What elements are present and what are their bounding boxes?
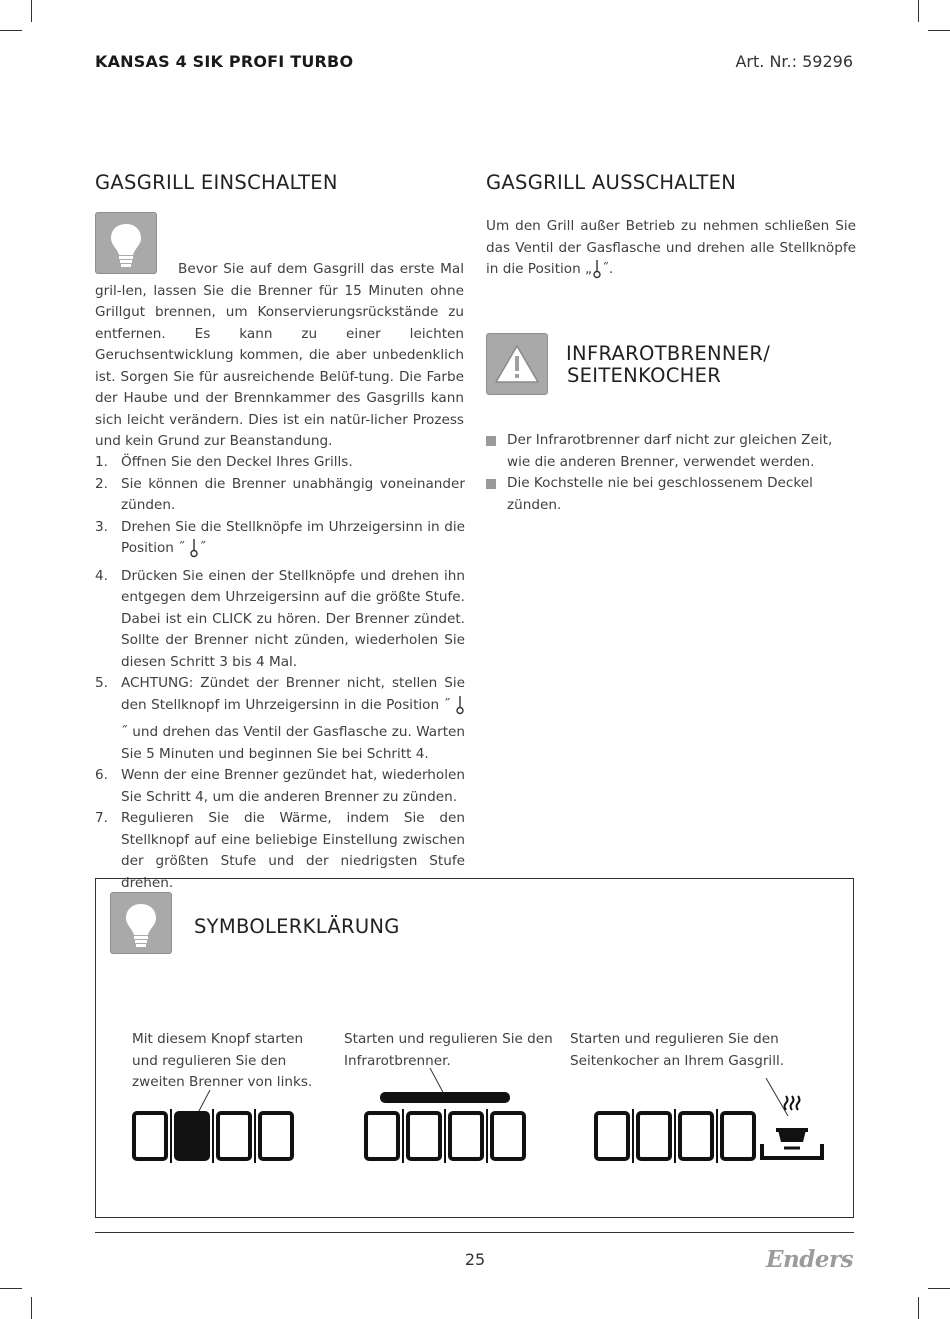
crop-mark bbox=[0, 1288, 22, 1289]
heading-gasgrill-einschalten: GASGRILL EINSCHALTEN bbox=[95, 171, 338, 194]
symbol-caption-3: Starten und regulieren Sie den Seitenkocher an Ihrem Gasgrill. bbox=[570, 1031, 785, 1069]
list-item: 6. Wenn der eine Brenner gezündet hat, wiederholen Sie Schritt 4, um die anderen Brenner zu zünden. bbox=[95, 767, 465, 805]
bullet-square-icon bbox=[486, 479, 496, 489]
intro-paragraph: Bevor Sie auf dem Gasgrill das erste Mal gril-len, lassen Sie die Brenner für 15 Minuten ohne Grillgut brennen, um Konservierungsrückstände zu entfernen. Es kann zu einer leichten Geruchsentwicklung kommen, die aber unbedenklich ist. Sorgen Sie für ausreichende Belüf-tung. Die Farbe der Haube und der Brennkammer des Gasgrills kann sich leicht verändern. Dies ist ein natür-licher Prozess und kein Grund zur Beanstandung. bbox=[95, 261, 464, 449]
burner-row-second-active-icon bbox=[128, 1090, 298, 1165]
bullet-square-icon bbox=[486, 436, 496, 446]
burner-row-infrared-icon bbox=[360, 1068, 530, 1165]
crop-mark bbox=[31, 0, 32, 22]
footer-divider bbox=[95, 1232, 854, 1233]
list-item: 4. Drücken Sie einen der Stellknöpfe und drehen ihn entgegen dem Uhrzeigersinn auf die größte Stufe. Dabei ist ein CLICK zu hören. Der Brenner zündet. Sollte der Brenner nicht zünden, wiederholen Sie diesen Schritt 3 bis 4 Mal. bbox=[95, 567, 465, 670]
crop-mark bbox=[918, 1297, 919, 1319]
list-item: Der Infrarotbrenner darf nicht zur gleichen Zeit, wie die anderen Brenner, verwendet werden. bbox=[486, 430, 856, 473]
warning-heading-line-2: SEITENKOCHER bbox=[567, 364, 722, 387]
symbol-caption-1: Mit diesem Knopf starten und regulieren Sie den zweiten Brenner von links. bbox=[132, 1031, 313, 1090]
off-position-icon bbox=[455, 695, 465, 723]
list-item: 5. ACHTUNG: Zündet der Brenner nicht, stellen Sie den Stellknopf im Uhrzeigersinn in die Position ˝ ˝ und drehen das Ventil der Gasflasche zu. Warten Sie 5 Minuten und beginnen Sie bei Schritt 4. bbox=[95, 675, 465, 762]
warning-triangle-icon bbox=[486, 333, 548, 395]
crop-mark bbox=[928, 30, 950, 31]
warning-heading bbox=[566, 343, 770, 387]
warning-bullets bbox=[486, 430, 856, 516]
product-title: KANSAS 4 SIK PROFI TURBO bbox=[95, 52, 354, 71]
crop-mark bbox=[928, 1288, 950, 1289]
crop-mark bbox=[0, 30, 22, 31]
off-position-icon bbox=[592, 259, 602, 287]
steps-list bbox=[95, 452, 465, 894]
lightbulb-icon bbox=[110, 892, 172, 954]
ausschalten-paragraph: Um den Grill außer Betrieb zu nehmen schließen Sie das Ventil der Gasflasche und drehen alle Stellknöpfe in die Position „ ˝. bbox=[486, 216, 856, 287]
crop-mark bbox=[31, 1297, 32, 1319]
symbol-caption-2: Starten und regulieren Sie den Infrarotbrenner. bbox=[344, 1031, 553, 1069]
article-number: Art. Nr.: 59296 bbox=[735, 52, 853, 71]
burner-row-side-burner-icon bbox=[588, 1078, 828, 1166]
heading-symbolerklaerung: SYMBOLERKLÄRUNG bbox=[194, 915, 400, 938]
list-item: 7. Regulieren Sie die Wärme, indem Sie den Stellknopf auf eine beliebige Einstellung zwischen der größten Stufe und der niedrigsten Stufe drehen. bbox=[95, 810, 465, 891]
list-item: 3. Drehen Sie die Stellknöpfe im Uhrzeigersinn in die Position ˝ ˝ bbox=[95, 517, 465, 566]
warning-heading-line-1: INFRAROTBRENNER/ bbox=[566, 342, 771, 365]
crop-mark bbox=[918, 0, 919, 22]
list-item: 2. Sie können die Brenner unabhängig voneinander zünden. bbox=[95, 475, 465, 513]
heading-gasgrill-ausschalten: GASGRILL AUSSCHALTEN bbox=[486, 171, 737, 194]
list-item: 1. Öffnen Sie den Deckel Ihres Grills. bbox=[95, 454, 353, 470]
list-item: Die Kochstelle nie bei geschlossenem Deckel zünden. bbox=[486, 473, 856, 516]
page-number: 25 bbox=[464, 1250, 486, 1269]
brand-logo: Enders bbox=[766, 1246, 854, 1273]
off-position-icon bbox=[189, 538, 199, 566]
